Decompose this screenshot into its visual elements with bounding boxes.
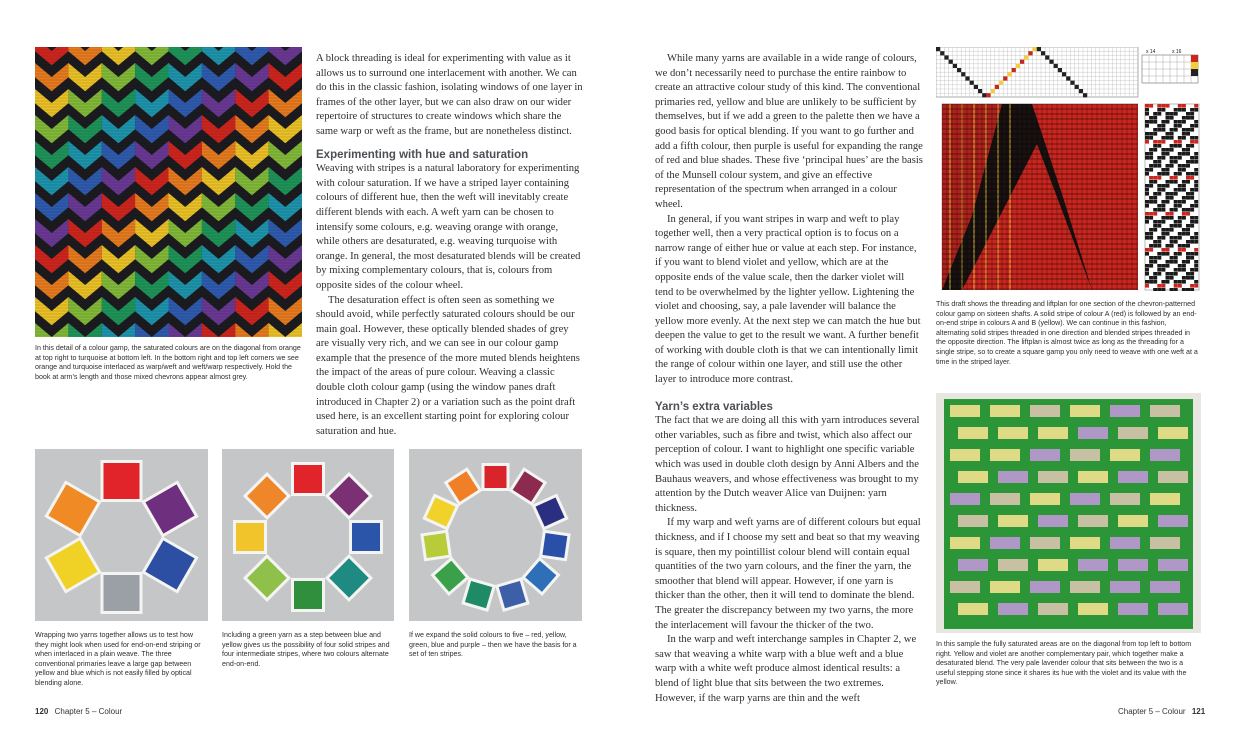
five-colour-wheel-photo <box>409 449 582 621</box>
four-colour-wheel-photo <box>222 449 394 621</box>
intro-paragraph: A block threading is ideal for experimenting with value as it allows us to surround one interlacement with another. We can do this in the classic fashion, isolating windows of one layer in frames of the other layer, but we can also draw on our wider repertoire of structures to create windows which share the same warp or weft as the frame, but are nonetheless distinct. <box>316 53 583 137</box>
section-heading-hue: Experimenting with hue and saturation <box>316 148 529 161</box>
left-chapter-label: Chapter 5 – Colour <box>54 707 123 716</box>
left-page-number: 120 <box>35 707 49 716</box>
variables-paragraph-3: In the warp and weft interchange samples in Chapter 2, we saw that weaving a white warp with a blue weft and a blue warp with a white weft produce almost identical results: a blend of light blue that sits between the two extremes. However, if the warp yarns are thin and the weft <box>655 634 917 704</box>
repeat-label-x16: x 16 <box>1172 49 1182 55</box>
draft-caption: This draft shows the threading and liftplan for one section of the chevron-patterned colour gamp on sixteen shafts. A solid stripe of colour A (red) is followed by an end-on-end stripe in colours A and B (yellow). We can continue in this fashion, alternating solid stripes threaded in one direction and blended stripes threaded in the opposite direction. The liftplan is almost twice as long as the threading for a single stripe, so to create a square gamp you only need to weave with one weft at a time in the striped layer. <box>936 300 1198 366</box>
left-footer <box>35 707 122 716</box>
sample-caption: In this sample the fully saturated areas are on the diagonal from top left to bottom right. Yellow and violet are another complementary pair, which together make a desaturated blend. The very pale lavender colour that sits between the two is a useful stepping stone since it shares its hue with the violet and its value with the yellow. <box>936 640 1192 687</box>
right-text-column <box>655 52 923 706</box>
weaving-draft-diagram <box>936 47 1200 291</box>
wheel-caption-2: Including a green yarn as a step between blue and yellow gives us the possibility of four solid stripes and four intermediate stripes, where two colours alternate end-on-end. <box>222 631 390 668</box>
three-primaries-wheel-photo <box>35 449 208 621</box>
variables-paragraph-1: The fact that we are doing all this with yarn introduces several other variables, such as fibre and twist, which also affect our perception of colour. I want to highlight one specific variable which was used in double cloth design by Anni Albers and the Bauhaus weavers, and whose effectiveness was brought to my attention by the Dutch weaver Alice van Duijnen: yarn thickness. <box>655 415 920 514</box>
woven-sample-photo <box>936 393 1201 633</box>
wheel-caption-3: If we expand the solid colours to five – red, yellow, green, blue and purple – then we have the basis for a set of ten stripes. <box>409 631 577 659</box>
yarn-paragraph-1: While many yarns are available in a wide range of colours, we don’t necessarily need to purchase the entire rainbow to create an attractive colour study of this kind. The conventional primaries red, yellow and blue are unlikely to be sufficient by themselves, but if we add a green to the palette then we have a good basis for optical blending. If you want to go further and add a fifth colour, then purple is useful for expanding the range of red and blue shades. These five ‘principal hues’ are the basis of the Munsell colour system, and give an effective representation of the spectrum when arranged in a colour wheel. <box>655 53 923 210</box>
wheel-caption-1: Wrapping two yarns together allows us to test how they might look when used for end-on-end striping or when interlaced in a plain weave. The three conventional primaries leave a large gap between yellow and blue which is not easily filled by optical blending alone. <box>35 631 201 687</box>
section-heading-yarn: Yarn’s extra variables <box>655 400 773 413</box>
right-footer <box>1118 707 1205 716</box>
variables-paragraph-2: If my warp and weft yarns are of different colours but equal thickness, and if I choose my sett and beat so that my weaving is square, then my pointillist colour blend will contain equal quantities of the two yarn colours, and the finer the yarn, the smoother that blend will appear. However, if one yarn is thicker than the other, then it will tend to dominate the blend. The greater the discrepancy between my two yarns, the more the interlacement will favour the thicker of the two. <box>655 517 921 631</box>
hue-paragraph-1: Weaving with stripes is a natural laboratory for experimenting with colour saturation. If we have a striped layer containing colours of different hue, then the weft will inevitably create different blends with each. A weft yarn can be chosen to intensify some colours, e.g. weaving orange with orange, while others are desaturated, e.g. weaving turquoise with orange. In general, the most desaturated blends will be created by mixing complementary colours, that is, colours from opposite sides of the colour wheel. <box>316 163 581 291</box>
hue-paragraph-2: The desaturation effect is often seen as something we should avoid, while perfectly saturated colours should be our main goal. However, these optically blended shades of grey are visually very rich, and we can see in our colour gamp example that the presence of the more muted blends heightens the impact of the areas of pure colour. Weaving a classic double cloth colour gamp (using the window panes draft introduced in Chapter 2) or a variation such as the point draft used here, is an excellent starting point for exploring colour saturation and hue. <box>316 294 580 437</box>
colour-gamp-photo <box>35 47 302 337</box>
yarn-paragraph-2: In general, if you want stripes in warp and weft to play together well, then a very practical option is to focus on a narrow range of either hue or value at each step. For instance, if you want to blend violet and yellow, which are at the opposite ends of the value scale, then the darker violet will tend to be overwhelmed by the lighter yellow. Lightening the violet and choosing, say, a pale lavender will balance the yellow more evenly. At the next step we can match the hue but deepen the value to get to the result we want. A further benefit of working with double cloth is that we can intentionally limit the range of colour within one layer, and still use the other layer to introduce more contrast. <box>655 213 921 386</box>
right-page-number: 121 <box>1191 707 1206 716</box>
repeat-label-x14: x 14 <box>1146 49 1156 55</box>
left-text-column <box>316 52 584 439</box>
gamp-caption: In this detail of a colour gamp, the saturated colours are on the diagonal from orange at top right to turquoise at bottom left. In the bottom right and top left corners we see orange and turquoise interlaced as warp/weft and weft/warp respectively. Hold the book at arm’s length and those mixed chevrons appear almost grey. <box>35 344 301 381</box>
right-chapter-label: Chapter 5 – Colour <box>1118 707 1186 716</box>
